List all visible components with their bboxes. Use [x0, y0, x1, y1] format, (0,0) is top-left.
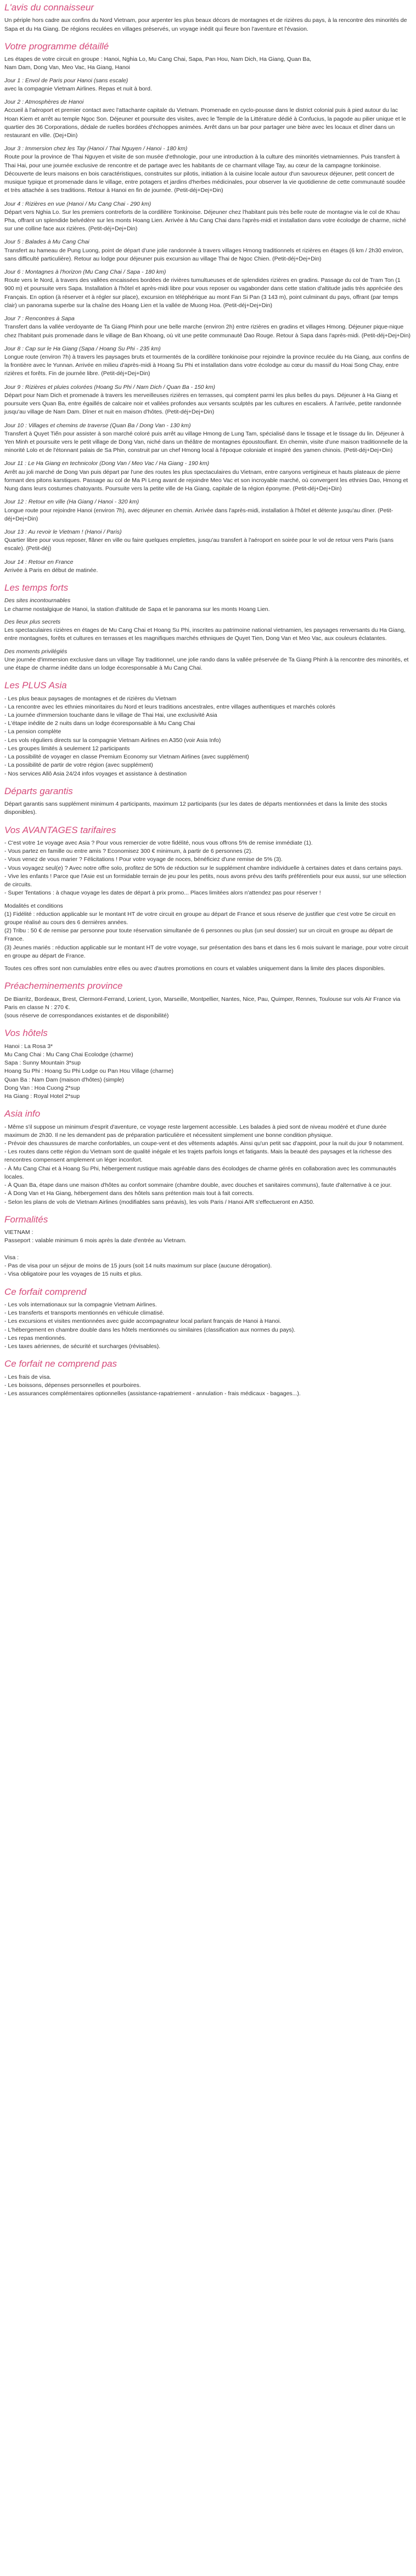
day-description: Route pour la province de Thai Nguyen et visite de son musée d'ethnologie, pour une introduction à la culture des minorités vietnamiennes. Puis transfert à Thai Hai, pour une journée exclusive de rencontre et de partage avec les habitants de ce charmant village Tay, au cœur de la campagne tonkinoise. Découverte de leurs maisons en bois caractéristiques, construites sur pilotis, initiation à la cuisine locale autour d'un savoureux déjeuner, petit concert de musique typique et promenade dans le village, entre potagers et jardins d'herbes médicinales, pour observer la vie quotidienne de cette communauté soudée et très attachée à ses traditions. Retour à Hanoi en fin de journée. (Petit-déj+Dej+Din): [4, 154, 406, 194]
plus-asia-item: - La pension complète: [4, 728, 61, 735]
day-entry: [4, 77, 412, 93]
hotel-item: Ha Giang : Royal Hotel 2*sup: [4, 1093, 80, 1100]
hotel-item: Hoang Su Phi : Hoang Su Phi Lodge ou Pan Hou Village (charme): [4, 1068, 174, 1075]
day-description: Arrivée à Paris en début de matinée.: [4, 567, 98, 574]
asia-info-list: [4, 1123, 412, 1207]
condition-item: (2) Tribu : 50 € de remise par personne pour toute réservation simultanée de 6 personnes ou plus (un seul dossier) sur un circuit en groupe au départ de France.: [4, 927, 393, 943]
day-entry: [4, 145, 412, 195]
day-entry: [4, 422, 412, 455]
plus-asia-item: - La possibilité de voyager en classe Premium Economy sur Vietnam Airlines (avec supplément): [4, 754, 249, 761]
forfait-ne-comprend-item: - Les frais de visa.: [4, 1373, 52, 1380]
day-title: Jour 12 : Retour en ville (Ha Giang / Hanoi - 320 km): [4, 499, 139, 506]
day-title: Jour 7 : Rencontres à Sapa: [4, 315, 75, 322]
conditions-title: Modalités et conditions: [4, 902, 63, 909]
section-title-preacheminements: Préacheminements province: [4, 981, 123, 992]
day-entry: [4, 558, 412, 575]
section-title-forfait-ne-comprend: Ce forfait ne comprend pas: [4, 1358, 117, 1369]
asia-info-item: - Même s'il suppose un minimum d'esprit d'aventure, ce voyage reste largement accessible. Les balades à pied sont de niveau modéré et d'une durée maximum de 2h30. Il ne les demandent pas de préparation particulière et nécessitent simplement une bonne condition physique.: [4, 1123, 387, 1139]
preacheminements-line: (sous réserve de correspondances existantes et de disponibilité): [4, 1012, 169, 1020]
avantage-item: - Vous voyagez seul(e) ? Avec notre offre solo, profitez de 50% de réduction sur le supplément chambre individuelle à certaines dates et dans certains pays.: [4, 864, 403, 871]
day-title: Jour 4 : Rizières en vue (Hanoi / Mu Cang Chai - 290 km): [4, 200, 151, 207]
avantages-list: [4, 839, 412, 898]
section-title-avantages: Vos AVANTAGES tarifaires: [4, 824, 116, 835]
hotel-item: Mu Cang Chai : Mu Cang Chai Ecolodge (charme): [4, 1051, 133, 1058]
day-description: Longue route (environ 7h) à travers les paysages bruts et tourmentés de la cordillère tonkinoise pour rejoindre la province reculée du Ha Giang, aux confins de la frontière avec le Yunnan. Arrivée en milieu d'après-midi à Hoang Su Phi et installation dans votre écolodge au cœur du massif du Hoai Song Chay, entre rizières et forêts. Fin de journée libre. (Petit-déj+Dej+Din): [4, 354, 409, 377]
day-title: Jour 10 : Villages et chemins de traverse (Quan Ba / Dong Van - 130 km): [4, 422, 191, 429]
forfait-comprend-item: - Les taxes aériennes, de sécurité et surcharges (révisables).: [4, 1343, 161, 1350]
day-title: Jour 6 : Montagnes à l'horizon (Mu Cang Chai / Sapa - 180 km): [4, 269, 166, 276]
programme-intro-line: Nam Dam, Dong Van, Meo Vac, Ha Giang, Hanoi: [4, 64, 130, 71]
day-title: Jour 2 : Atmosphères de Hanoi: [4, 99, 84, 106]
forfait-ne-comprend-list: [4, 1373, 412, 1399]
hotel-item: Quan Ba : Nam Dam (maison d'hôtes) (simple): [4, 1076, 124, 1083]
temps-forts-text: Les spectaculaires rizières en étages de Mu Cang Chai et Hoang Su Phi, inscrites au patrimoine national vietnamien, les paysages renversants du Ha Giang, entre montagnes, forêts et cultures en terrasses et les magnifiques marchés ethniques de Quyet Tien, Dong Van et Meo Vac, aux couleurs éclatantes.: [4, 627, 406, 642]
asia-info-item: - Les routes dans cette région du Vietnam sont de qualité inégale et les trajets parfois longs et fatigants. Mais la beauté des paysages et la richesse des rencontres compensent amplement un léger inconfort.: [4, 1148, 392, 1164]
plus-asia-item: - La rencontre avec les ethnies minoritaires du Nord et leurs traditions ancestrales, entre villages authentiques et marchés colorés: [4, 703, 335, 710]
asia-info-item: - À Dong Van et Ha Giang, hébergement dans des hôtels sans prétention mais tout à fait corrects.: [4, 1190, 254, 1197]
day-description: avec la compagnie Vietnam Airlines. Repas et nuit à bord.: [4, 85, 152, 92]
plus-asia-item: - Les groupes limités à seulement 12 participants: [4, 745, 130, 752]
day-description: Route vers le Nord, à travers des vallées encaissées bordées de rivières tumultueuses et de splendides rizières en gradins. Passage du col de Tram Ton (1 900 m) et poursuite vers Sapa. Installation à l'hôtel et après-midi libre pour vous reposer ou vagabonder dans cette station d'altitude jadis très appréciée des Français. En option (à réserver et à régler sur place), excursion en téléphérique au mont Fan Si Pan (3 143 m), point culminant du pays, offrant (par temps clair) un panorama superbe sur la chaîne des Hoang Lien et la vallée de Muong Hoa. (Petit-déj+Dej+Din): [4, 277, 403, 309]
formalite-line: [4, 1245, 412, 1254]
day-description: Transfert dans la vallée verdoyante de Ta Giang Phinh pour une belle marche (environ 2h) entre rizières en gradins et villages Hmong. Déjeuner pique-nique chez l'habitant puis promenade dans le village de Ban Khoang, où vit une petite communauté Dao Rouge. Retour à Sapa dans l'après-midi. (Petit-déj+Dej+Din): [4, 324, 411, 339]
day-entry: [4, 315, 412, 340]
avantage-item: - Vous partez en famille ou entre amis ? Economisez 300 € minimum, à partir de 6 personnes (2).: [4, 848, 253, 855]
forfait-comprend-item: - L'hébergement en chambre double dans les hôtels mentionnés ou similaires (classification aux normes du pays).: [4, 1326, 296, 1333]
day-title: Jour 8 : Cap sur le Ha Giang (Sapa / Hoang Su Phi - 235 km): [4, 345, 161, 352]
day-title: Jour 3 : Immersion chez les Tay (Hanoi / Thai Nguyen / Hanoi - 180 km): [4, 145, 188, 152]
day-title: Jour 1 : Envol de Paris pour Hanoi (sans escale): [4, 77, 128, 84]
day-entry: [4, 268, 412, 310]
day-entry: [4, 238, 412, 263]
day-entry: [4, 528, 412, 553]
departs-text: Départ garantis sans supplément minimum 4 participants, maximum 12 participants (sur les dates de départs mentionnées et dans la limite des stocks disponibles).: [4, 801, 387, 816]
day-entry: [4, 383, 412, 417]
programme-intro-line: Les étapes de votre circuit en groupe : Hanoi, Nghia Lo, Mu Cang Chai, Sapa, Pan Hou, Nam Dich, Ha Giang, Quan Ba,: [4, 56, 312, 63]
asia-info-item: - À Quan Ba, étape dans une maison d'hôtes au confort sommaire (chambre double, avec douches et sanitaires communs), faute d'alternative à ce jour.: [4, 1182, 392, 1189]
hotel-item: Sapa : Sunny Mountain 3*sup: [4, 1060, 81, 1067]
day-description: Longue route pour rejoindre Hanoi (environ 7h), avec déjeuner en chemin. Arrivée dans l'après-midi, installation à l'hôtel et détente jusqu'au dîner. (Petit-déj+Dej+Din): [4, 507, 393, 522]
conditions-list: [4, 910, 412, 960]
day-entry: [4, 460, 412, 493]
temps-forts-text: Une journée d'immersion exclusive dans un village Tay traditionnel, une jolie rando dans la vallée préservée de Ta Giang Phinh à la rencontre des minorités, et une étape de charme inédite dans un lodge écoresponsable à Mu Cang Chai.: [4, 656, 409, 671]
day-title: Jour 9 : Rizières et pluies colorées (Hoang Su Phi / Nam Dich / Quan Ba - 150 km): [4, 383, 215, 390]
condition-item: (1) Fidélité : réduction applicable sur le montant HT de votre circuit en groupe au départ de France et sous réserve de justifier que c'est votre 5e circuit en groupe réalisé au cours des 6 dernières années.: [4, 910, 396, 926]
formalites-list: [4, 1228, 412, 1278]
day-title: Jour 13 : Au revoir le Vietnam ! (Hanoi / Paris): [4, 528, 122, 535]
hotels-list: [4, 1043, 412, 1101]
day-description: Transfert à Quyet Tiến pour assister à son marché coloré puis arrêt au village Hmong de Lung Tam, spécialisé dans le tissage et le tissage du lin. Déjeuner à Yen Minh et poursuite vers le petit village de Dong Van, niché dans un théâtre de montagnes époustouflant. En chemin, visite d'une maison traditionnelle de la minorité Lolo et de l'étonnant palais de Sa Phin, construit par un chef Hmong local à l'époque coloniale et inspiré des yamen chinois. (Petit-déj+Dej+Din): [4, 430, 408, 454]
section-title-hotels: Vos hôtels: [4, 1028, 48, 1039]
formalite-line: - Pas de visa pour un séjour de moins de 15 jours (soit 14 nuits maximum sur place (aucune dérogation).: [4, 1262, 272, 1270]
asia-info-item: - Selon les plans de vols de Vietnam Airlines (modifiables sans préavis), les vols Paris / Hanoi A/R s'effectueront en A350.: [4, 1198, 314, 1205]
day-entry: [4, 98, 412, 140]
day-description: Accueil à l'aéroport et premier contact avec l'attachante capitale du Vietnam. Promenade en cyclo-pousse dans le district colonial puis à pied autour du lac Hoan Kiem et arrêt au temple Ngoc Son. Déjeuner et poursuite des visites, avec le Temple de la Littérature dédié à Confucius, la pagode au pilier unique et le quartier des 36 Corporations, dédale de ruelles bordées d'échoppes animées. Arrêt dans un bar pour partager une bière avec les locaux et dîner dans un restaurant en ville. (Dej+Din): [4, 107, 406, 139]
day-title: Jour 5 : Balades à Mu Cang Chai: [4, 239, 89, 246]
day-description: Départ vers Nghia Lo. Sur les premiers contreforts de la cordillère Tonkinoise. Déjeuner chez l'habitant puis très belle route de montagne via le col de Khau Pha, offrant un splendide belvédère sur les monts Hoang Lien. Arrivée à Mu Cang Chai dans l'après-midi et installation dans votre écolodge de charme, niché sur une colline face aux rizières. (Petit-déj+Dej+Din): [4, 208, 406, 233]
asia-info-item: - Prévoir des chaussures de marche confortables, un coupe-vent et des vêtements adaptés. Ainsi qu'un petit sac d'appoint, pour la nuit du jour 9 notamment.: [4, 1140, 404, 1147]
plus-asia-list: [4, 695, 412, 778]
section-title-plus-asia: Les PLUS Asia: [4, 680, 67, 691]
forfait-ne-comprend-item: - Les boissons, dépenses personnelles et pourboires.: [4, 1382, 141, 1389]
plus-asia-item: - La possibilité de partir de votre région (avec supplément): [4, 762, 153, 769]
section-title-programme: Votre programme détaillé: [4, 41, 109, 52]
forfait-comprend-item: - Les transferts et transports mentionnés en véhicule climatisé.: [4, 1310, 165, 1317]
temps-forts-subhead: Des moments privilégiés: [4, 648, 68, 655]
condition-item: (3) Jeunes mariés : réduction applicable sur le montant HT de votre voyage, sur présentation des bans et dans les 6 mois suivant le mariage, pour votre circuit en groupe au départ de France.: [4, 944, 408, 959]
plus-asia-item: - La journée d'immersion touchante dans le village de Thai Hai, une exclusivité Asia: [4, 712, 217, 718]
avantage-item: - Super Tentations : à chaque voyage les dates de départ à prix promo... Places limitées alors n'attendez pas pour réserver !: [4, 890, 321, 897]
temps-forts-text: Le charme nostalgique de Hanoi, la station d'altitude de Sapa et le panorama sur les monts Hoang Lien.: [4, 605, 270, 613]
hotel-item: Hanoi : La Rosa 3*: [4, 1043, 53, 1050]
preacheminements-text: [4, 995, 412, 1021]
section-title-avis: L'avis du connaisseur: [4, 2, 94, 13]
forfait-comprend-item: - Les vols internationaux sur la compagnie Vietnam Airlines.: [4, 1301, 157, 1308]
day-entry: [4, 345, 412, 378]
day-description: Arrêt au joli marché de Dong Van puis départ par l'une des routes les plus spectaculaires du Vietnam, entre canyons vertigineux et hauts plateaux de pierre formant des pitons karstiques. Passage au col de Ma Pi Leng avant de rejoindre Meo Vac et son incroyable marché, où convergent les ethnies Dao, Hmong et Nung dans leurs costumes chatoyants. Poursuite vers la petite ville de Ha Giang, capitale de la région éponyme. (Petit-déj+Dej+Din): [4, 468, 408, 492]
formalite-line: Visa :: [4, 1254, 19, 1261]
day-description: Transfert au hameau de Pung Luong, point de départ d'une jolie randonnée à travers villages Hmong traditionnels et rizières en étages (6 km / 2h30 environ, sans difficulté particulière). Retour au lodge pour déjeuner puis excursion au village Thai de Ngoc Chien. (Petit-déj+Dej+Din): [4, 247, 404, 262]
days-list: [4, 77, 412, 575]
temps-forts-group: [4, 618, 412, 643]
section-title-temps-forts: Les temps forts: [4, 582, 69, 593]
formalite-line: VIETNAM :: [4, 1229, 33, 1236]
avantage-item: - Vous venez de vous marier ? Félicitations ! Pour votre voyage de noces, bénéficiez d'une remise de 5% (3).: [4, 856, 283, 863]
day-title: Jour 11 : Le Ha Giang en technicolor (Dong Van / Meo Vac / Ha Giang - 190 km): [4, 460, 210, 467]
forfait-comprend-list: [4, 1301, 412, 1351]
day-description: Départ pour Nam Dich et promenade à travers les merveilleuses rizières en terrasses, qui comptent parmi les plus belles du pays. Déjeuner à Ha Giang et poursuite vers Quan Ba, entre égaillés de calcaire noir et vallées profondes aux versants sculptés par les cultures en escaliers. À l'arrivée, petite randonnée jusqu'au village de Nam Dam. Dîner et nuit en maison d'hôtes. (Petit-déj+Dej+Din): [4, 392, 402, 416]
temps-forts-subhead: Des sites incontournables: [4, 597, 71, 604]
section-title-formalites: Formalités: [4, 1214, 48, 1225]
section-title-asia-info: Asia info: [4, 1108, 41, 1119]
forfait-comprend-item: - Les repas mentionnés.: [4, 1334, 66, 1341]
day-title: Jour 14 : Retour en France: [4, 558, 74, 565]
temps-forts-subhead: Des lieux plus secrets: [4, 618, 61, 625]
day-entry: [4, 498, 412, 523]
plus-asia-item: - Nos services Allô Asia 24/24 infos voyages et assistance à destination: [4, 770, 187, 777]
hotel-item: Dong Van : Hoa Cuong 2*sup: [4, 1084, 80, 1091]
programme-intro: [4, 55, 412, 72]
preacheminements-line: De Biarritz, Bordeaux, Brest, Clermont-Ferrand, Lorient, Lyon, Marseille, Montpellier, Nantes, Nice, Pau, Quimper, Rennes, Toulouse sur vols Air France via Paris en classe N : 270 €.: [4, 995, 401, 1011]
plus-asia-item: - L'étape inédite de 2 nuits dans un lodge écoresponsable à Mu Cang Chai: [4, 720, 195, 727]
avantage-item: - Vive les enfants ! Parce que l'Asie est un formidable terrain de jeu pour les petits, nous avons prévu des tarifs préférentiels pour eux aussi, sur une sélection de circuits.: [4, 873, 406, 888]
temps-forts-group: [4, 648, 412, 673]
day-entry: [4, 200, 412, 234]
avantages-note: Toutes ces offres sont non cumulables entre elles ou avec d'autres promotions en cours et valables uniquement dans la limite des places disponibles.: [4, 965, 386, 972]
section-title-departs: Départs garantis: [4, 785, 73, 796]
avantage-item: - C'est votre 1e voyage avec Asia ? Pour vous remercier de votre fidélité, nous vous offrons 5% de remise immédiate (1).: [4, 839, 313, 846]
day-description: Quartier libre pour vous reposer, flâner en ville ou faire quelques emplettes, jusqu'au transfert à l'aéroport en soirée pour le vol de retour vers Paris (sans escale). (Petit-déj): [4, 537, 394, 552]
plus-asia-item: - Les vols réguliers directs sur la compagnie Vietnam Airlines en A350 (voir Asia Info): [4, 737, 221, 744]
formalite-line: - Visa obligatoire pour les voyages de 15 nuits et plus.: [4, 1271, 143, 1278]
avis-text: Un périple hors cadre aux confins du Nord Vietnam, pour arpenter les plus beaux décors de montagnes et de rizières du pays, à la rencontre des minorités de Sapa et du Ha Giang. De régions reculées en villages préservés, un voyage inédit qui fleure bon l'aventure et l'évasion.: [4, 17, 407, 32]
forfait-comprend-item: - Les excursions et visites mentionnées avec guide accompagnateur local parlant français de Hanoi à Hanoi.: [4, 1318, 282, 1325]
plus-asia-item: - Les plus beaux paysages de montagnes et de rizières du Vietnam: [4, 695, 177, 702]
forfait-ne-comprend-item: - Les assurances complémentaires optionnelles (assistance-rapatriement - annulation - frais médicaux - bagages...).: [4, 1390, 301, 1397]
section-title-forfait-comprend: Ce forfait comprend: [4, 1286, 87, 1297]
asia-info-item: - À Mu Cang Chai et à Hoang Su Phi, hébergement rustique mais agréable dans des écolodges de charme gérés en collaboration avec les communautés locales.: [4, 1165, 396, 1180]
formalite-line: Passeport : valable minimum 6 mois après la date d'entrée au Vietnam.: [4, 1237, 187, 1244]
temps-forts-group: [4, 597, 412, 613]
